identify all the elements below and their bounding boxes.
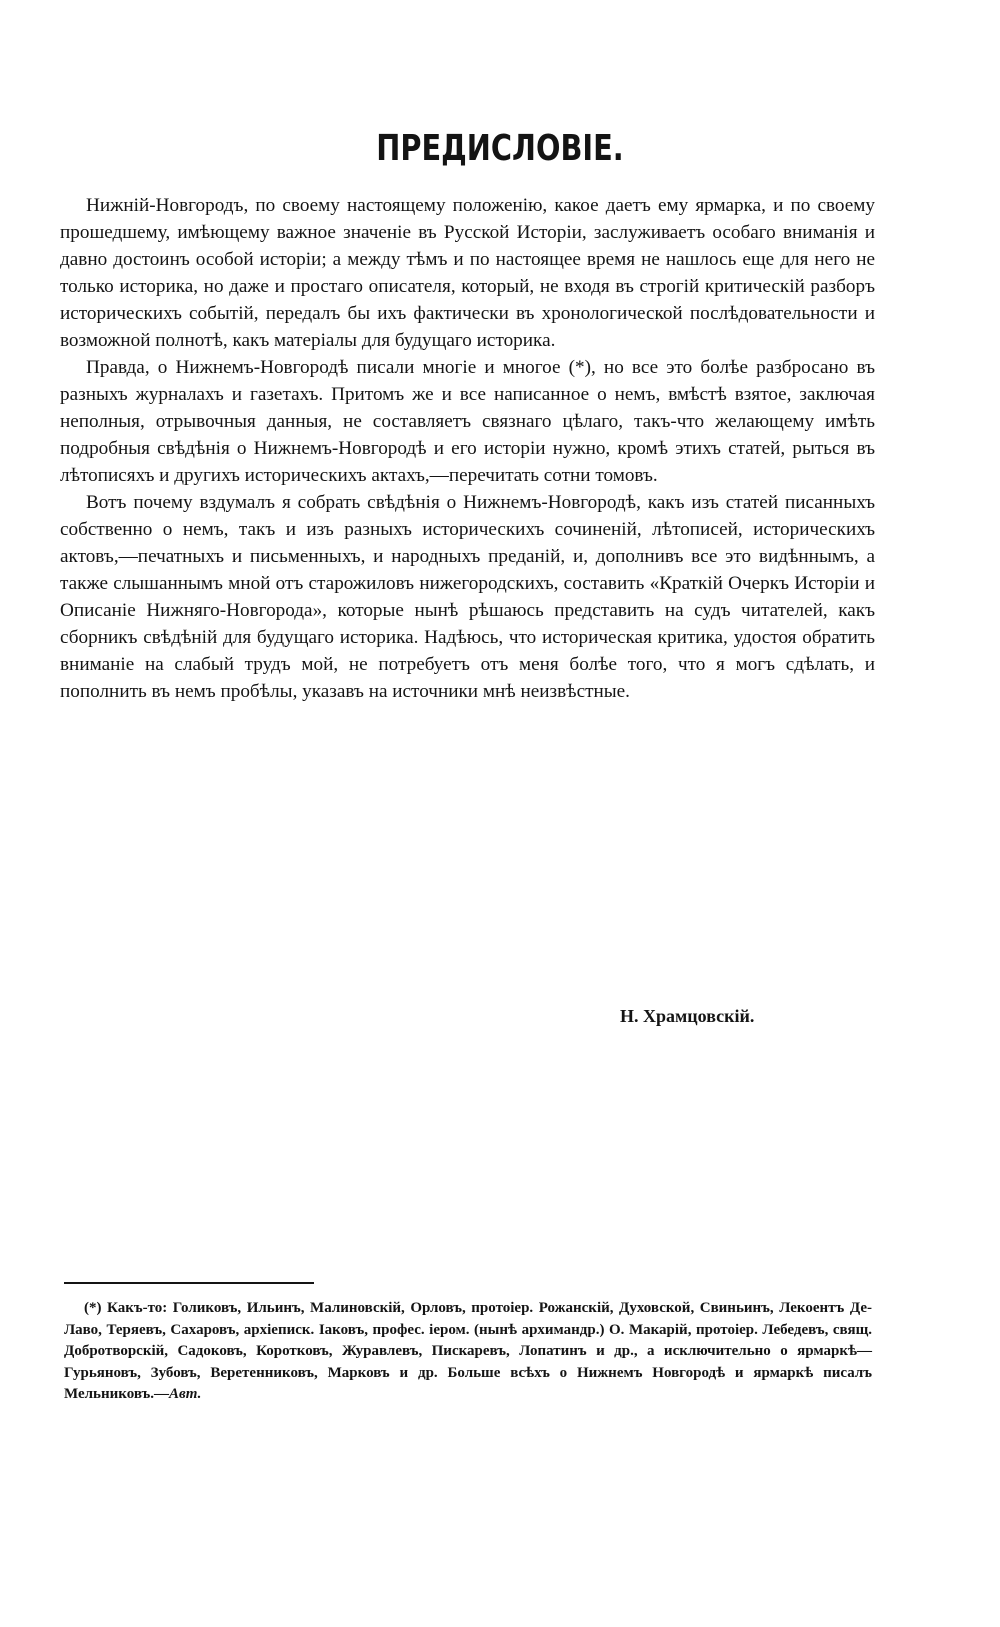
preface-body <box>60 192 875 705</box>
author-signature: Н. Храмцовскій. <box>620 1006 755 1026</box>
paragraph-1: Нижній-Новгородъ, по своему настоящему положенію, какое даетъ ему ярмарка, и по своему прошедшему, имѣющему важное значеніе въ Русской Исторіи, заслуживаетъ особаго вниманія и давно достоинъ особой исторіи; а между тѣмъ и по настоящее время не нашлось еще для него не только историка, но даже и простаго описателя, который, не входя въ строгій критическій разборъ историческихъ событій, передалъ бы ихъ фактически въ хронологической послѣдовательности и возможной полнотѣ, какъ матеріалы для будущаго историка. <box>60 195 875 351</box>
page-title: ПРЕДИСЛОВІЕ. <box>376 128 624 169</box>
footnote-text: (*) Какъ-то: Голиковъ, Ильинъ, Малиновскій, Орловъ, протоіер. Рожанскій, Духовской, Свиньинъ, Лекоентъ Де-Лаво, Теряевъ, Сахаровъ, архіеписк. Іаковъ, профес. іером. (нынѣ архимандр.) О. Макарій, протоіер. Лебедевъ, свящ. Добротворскій, Садоковъ, Коротковъ, Журавлевъ, Пискаревъ, Лопатинъ и др., а исключительно о ярмаркѣ—Гурьяновъ, Зубовъ, Веретенниковъ, Марковъ и др. Больше всѣхъ о Нижнемъ Новгородѣ и ярмаркѣ писалъ Мельниковъ.— <box>64 1300 872 1402</box>
paragraph-2: Правда, о Нижнемъ-Новгородѣ писали многіе и многое (*), но все это болѣе разбросано въ разныхъ журналахъ и газетахъ. Притомъ же и все написанное о немъ, вмѣстѣ взятое, заключая неполныя, отрывочныя данныя, не составляетъ связнаго цѣлаго, такъ-что желающему имѣть подробныя свѣдѣнія о Нижнемъ-Новгородѣ и его исторіи нужно, кромѣ этихъ статей, рыться въ лѣтописяхъ и другихъ историческихъ актахъ,—перечитать сотни томовъ. <box>60 357 875 486</box>
footnote-divider <box>64 1282 314 1284</box>
paragraph-3: Вотъ почему вздумалъ я собрать свѣдѣнія о Нижнемъ-Новгородѣ, какъ изъ статей писанныхъ собственно о немъ, такъ и изъ разныхъ историческихъ сочиненій, лѣтописей, историческихъ актовъ,—печатныхъ и письменныхъ, и народныхъ преданій, и, дополнивъ все это видѣннымъ, а также слышаннымъ мной отъ старожиловъ нижегородскихъ, составить «Краткій Очеркъ Исторіи и Описаніе Нижняго-Новгорода», которые нынѣ рѣшаюсь представить на судъ читателей, какъ сборникъ свѣдѣній для будущаго историка. Надѣюсь, что историческая критика, удостоя обратить вниманіе на слабый трудъ мой, не потребуетъ отъ меня болѣе того, что я могъ сдѣлать, и пополнить въ немъ пробѣлы, указавъ на источники мнѣ неизвѣстные. <box>60 492 875 702</box>
footnote <box>64 1298 872 1406</box>
footnote-sign: Авт. <box>169 1386 202 1402</box>
